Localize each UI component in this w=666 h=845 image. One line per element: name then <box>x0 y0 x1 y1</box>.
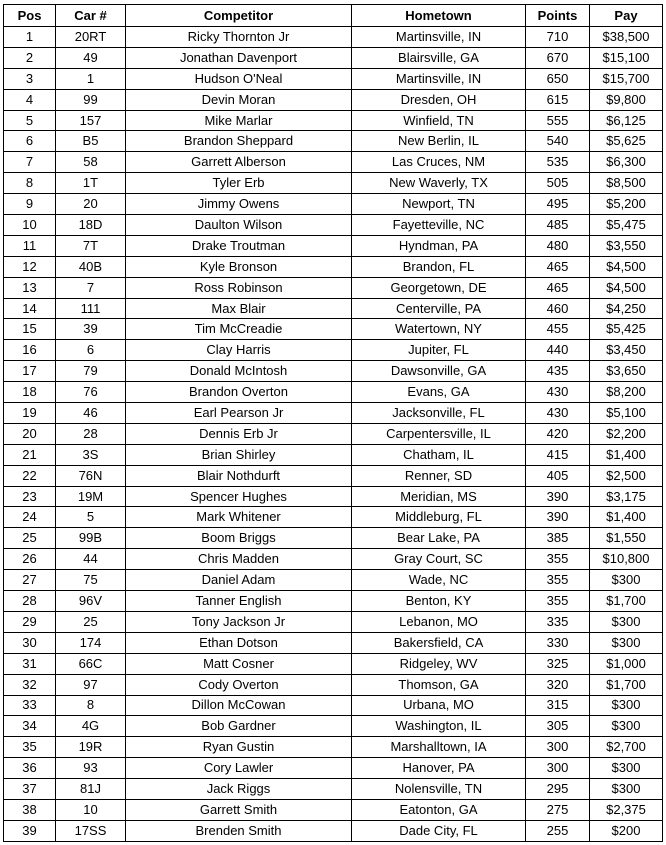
cell-competitor: Max Blair <box>126 298 352 319</box>
cell-pos: 12 <box>4 256 56 277</box>
cell-car-number: 97 <box>56 674 126 695</box>
cell-competitor: Ryan Gustin <box>126 737 352 758</box>
cell-points: 495 <box>526 194 590 215</box>
cell-pos: 22 <box>4 465 56 486</box>
table-row <box>4 653 663 674</box>
cell-points: 330 <box>526 632 590 653</box>
cell-hometown: Middleburg, FL <box>352 507 526 528</box>
cell-hometown: Blairsville, GA <box>352 47 526 68</box>
cell-points: 650 <box>526 68 590 89</box>
cell-car-number: 10 <box>56 799 126 820</box>
cell-pay: $2,375 <box>590 799 663 820</box>
header-points: Points <box>526 5 590 27</box>
cell-hometown: Evans, GA <box>352 382 526 403</box>
cell-pos: 5 <box>4 110 56 131</box>
cell-pay: $300 <box>590 716 663 737</box>
table-row <box>4 68 663 89</box>
cell-points: 505 <box>526 173 590 194</box>
cell-points: 355 <box>526 549 590 570</box>
cell-competitor: Cory Lawler <box>126 758 352 779</box>
cell-points: 390 <box>526 486 590 507</box>
cell-pay: $3,650 <box>590 361 663 382</box>
cell-pos: 38 <box>4 799 56 820</box>
cell-car-number: 20 <box>56 194 126 215</box>
cell-pos: 36 <box>4 758 56 779</box>
cell-hometown: Wade, NC <box>352 570 526 591</box>
cell-points: 295 <box>526 779 590 800</box>
cell-competitor: Ross Robinson <box>126 277 352 298</box>
cell-pay: $8,200 <box>590 382 663 403</box>
results-table <box>3 4 663 842</box>
cell-points: 255 <box>526 820 590 841</box>
cell-car-number: 19R <box>56 737 126 758</box>
cell-hometown: Gray Court, SC <box>352 549 526 570</box>
cell-points: 335 <box>526 611 590 632</box>
cell-competitor: Blair Nothdurft <box>126 465 352 486</box>
table-row <box>4 110 663 131</box>
cell-car-number: 8 <box>56 695 126 716</box>
cell-competitor: Spencer Hughes <box>126 486 352 507</box>
cell-pay: $300 <box>590 570 663 591</box>
cell-competitor: Matt Cosner <box>126 653 352 674</box>
cell-hometown: Eatonton, GA <box>352 799 526 820</box>
cell-car-number: 4G <box>56 716 126 737</box>
cell-car-number: 39 <box>56 319 126 340</box>
cell-pay: $5,100 <box>590 403 663 424</box>
table-row <box>4 758 663 779</box>
cell-hometown: Fayetteville, NC <box>352 215 526 236</box>
table-row <box>4 152 663 173</box>
cell-pos: 1 <box>4 27 56 48</box>
cell-competitor: Jonathan Davenport <box>126 47 352 68</box>
cell-car-number: 25 <box>56 611 126 632</box>
cell-hometown: Ridgeley, WV <box>352 653 526 674</box>
cell-car-number: 7 <box>56 277 126 298</box>
cell-points: 415 <box>526 444 590 465</box>
cell-competitor: Mark Whitener <box>126 507 352 528</box>
cell-points: 555 <box>526 110 590 131</box>
cell-competitor: Boom Briggs <box>126 528 352 549</box>
cell-competitor: Brian Shirley <box>126 444 352 465</box>
table-row <box>4 423 663 444</box>
cell-hometown: Newport, TN <box>352 194 526 215</box>
cell-pos: 10 <box>4 215 56 236</box>
cell-car-number: 6 <box>56 340 126 361</box>
cell-pos: 8 <box>4 173 56 194</box>
cell-hometown: Martinsville, IN <box>352 27 526 48</box>
cell-pos: 16 <box>4 340 56 361</box>
table-row <box>4 486 663 507</box>
cell-pay: $300 <box>590 695 663 716</box>
cell-points: 325 <box>526 653 590 674</box>
cell-car-number: 28 <box>56 423 126 444</box>
cell-pos: 17 <box>4 361 56 382</box>
table-row <box>4 361 663 382</box>
cell-competitor: Dillon McCowan <box>126 695 352 716</box>
cell-car-number: 1 <box>56 68 126 89</box>
cell-car-number: 44 <box>56 549 126 570</box>
cell-pay: $5,475 <box>590 215 663 236</box>
cell-hometown: Lebanon, MO <box>352 611 526 632</box>
cell-pay: $2,700 <box>590 737 663 758</box>
cell-car-number: 7T <box>56 235 126 256</box>
cell-points: 420 <box>526 423 590 444</box>
cell-hometown: Marshalltown, IA <box>352 737 526 758</box>
header-pos: Pos <box>4 5 56 27</box>
cell-hometown: Centerville, PA <box>352 298 526 319</box>
table-row <box>4 235 663 256</box>
cell-competitor: Brandon Overton <box>126 382 352 403</box>
cell-competitor: Brandon Sheppard <box>126 131 352 152</box>
cell-hometown: Nolensville, TN <box>352 779 526 800</box>
table-row <box>4 173 663 194</box>
cell-points: 355 <box>526 570 590 591</box>
cell-points: 455 <box>526 319 590 340</box>
table-row <box>4 319 663 340</box>
cell-points: 440 <box>526 340 590 361</box>
cell-pos: 32 <box>4 674 56 695</box>
cell-car-number: 96V <box>56 591 126 612</box>
table-row <box>4 570 663 591</box>
cell-pos: 7 <box>4 152 56 173</box>
cell-pos: 33 <box>4 695 56 716</box>
cell-pay: $300 <box>590 779 663 800</box>
cell-car-number: 76N <box>56 465 126 486</box>
cell-competitor: Chris Madden <box>126 549 352 570</box>
cell-points: 300 <box>526 758 590 779</box>
cell-competitor: Tim McCreadie <box>126 319 352 340</box>
cell-competitor: Ethan Dotson <box>126 632 352 653</box>
cell-pos: 34 <box>4 716 56 737</box>
cell-pay: $15,100 <box>590 47 663 68</box>
cell-hometown: Urbana, MO <box>352 695 526 716</box>
cell-pay: $1,700 <box>590 591 663 612</box>
cell-hometown: Chatham, IL <box>352 444 526 465</box>
cell-pay: $3,175 <box>590 486 663 507</box>
cell-hometown: Carpentersville, IL <box>352 423 526 444</box>
table-row <box>4 737 663 758</box>
cell-hometown: Winfield, TN <box>352 110 526 131</box>
table-row <box>4 549 663 570</box>
cell-points: 385 <box>526 528 590 549</box>
cell-car-number: 79 <box>56 361 126 382</box>
cell-pos: 11 <box>4 235 56 256</box>
cell-pay: $1,400 <box>590 444 663 465</box>
cell-competitor: Earl Pearson Jr <box>126 403 352 424</box>
table-row <box>4 89 663 110</box>
cell-pos: 6 <box>4 131 56 152</box>
cell-competitor: Dennis Erb Jr <box>126 423 352 444</box>
cell-points: 430 <box>526 403 590 424</box>
cell-competitor: Brenden Smith <box>126 820 352 841</box>
cell-car-number: 93 <box>56 758 126 779</box>
cell-car-number: 58 <box>56 152 126 173</box>
cell-competitor: Tanner English <box>126 591 352 612</box>
cell-competitor: Daulton Wilson <box>126 215 352 236</box>
cell-points: 320 <box>526 674 590 695</box>
table-row <box>4 382 663 403</box>
cell-car-number: 75 <box>56 570 126 591</box>
cell-pay: $15,700 <box>590 68 663 89</box>
table-row <box>4 779 663 800</box>
table-row <box>4 695 663 716</box>
table-row <box>4 674 663 695</box>
cell-pay: $5,625 <box>590 131 663 152</box>
cell-pay: $8,500 <box>590 173 663 194</box>
cell-car-number: 40B <box>56 256 126 277</box>
cell-car-number: 111 <box>56 298 126 319</box>
cell-competitor: Jack Riggs <box>126 779 352 800</box>
table-row <box>4 340 663 361</box>
cell-competitor: Drake Troutman <box>126 235 352 256</box>
cell-points: 435 <box>526 361 590 382</box>
cell-pos: 27 <box>4 570 56 591</box>
table-row <box>4 277 663 298</box>
table-row <box>4 591 663 612</box>
cell-pay: $300 <box>590 611 663 632</box>
cell-points: 615 <box>526 89 590 110</box>
cell-car-number: 5 <box>56 507 126 528</box>
cell-competitor: Cody Overton <box>126 674 352 695</box>
cell-pos: 4 <box>4 89 56 110</box>
cell-pay: $5,425 <box>590 319 663 340</box>
cell-pos: 21 <box>4 444 56 465</box>
cell-pay: $1,000 <box>590 653 663 674</box>
cell-hometown: Meridian, MS <box>352 486 526 507</box>
cell-pay: $2,500 <box>590 465 663 486</box>
header-row <box>4 5 663 27</box>
cell-points: 670 <box>526 47 590 68</box>
cell-competitor: Clay Harris <box>126 340 352 361</box>
cell-competitor: Kyle Bronson <box>126 256 352 277</box>
cell-pos: 23 <box>4 486 56 507</box>
cell-car-number: 76 <box>56 382 126 403</box>
cell-points: 460 <box>526 298 590 319</box>
cell-pos: 24 <box>4 507 56 528</box>
cell-hometown: Dade City, FL <box>352 820 526 841</box>
cell-hometown: Thomson, GA <box>352 674 526 695</box>
cell-car-number: 20RT <box>56 27 126 48</box>
cell-hometown: Dresden, OH <box>352 89 526 110</box>
cell-pay: $9,800 <box>590 89 663 110</box>
table-row <box>4 215 663 236</box>
cell-pos: 20 <box>4 423 56 444</box>
cell-hometown: Bear Lake, PA <box>352 528 526 549</box>
cell-competitor: Donald McIntosh <box>126 361 352 382</box>
header-competitor: Competitor <box>126 5 352 27</box>
table-row <box>4 131 663 152</box>
cell-points: 275 <box>526 799 590 820</box>
cell-competitor: Mike Marlar <box>126 110 352 131</box>
cell-hometown: Bakersfield, CA <box>352 632 526 653</box>
cell-competitor: Tony Jackson Jr <box>126 611 352 632</box>
cell-pay: $300 <box>590 758 663 779</box>
cell-car-number: 66C <box>56 653 126 674</box>
cell-car-number: B5 <box>56 131 126 152</box>
cell-pay: $4,500 <box>590 256 663 277</box>
table-row <box>4 27 663 48</box>
cell-pay: $4,500 <box>590 277 663 298</box>
cell-points: 430 <box>526 382 590 403</box>
cell-hometown: Georgetown, DE <box>352 277 526 298</box>
table-row <box>4 611 663 632</box>
cell-hometown: Hanover, PA <box>352 758 526 779</box>
cell-competitor: Hudson O'Neal <box>126 68 352 89</box>
cell-pay: $6,300 <box>590 152 663 173</box>
cell-hometown: Brandon, FL <box>352 256 526 277</box>
cell-pay: $10,800 <box>590 549 663 570</box>
table-row <box>4 528 663 549</box>
cell-pay: $1,700 <box>590 674 663 695</box>
cell-pos: 9 <box>4 194 56 215</box>
cell-hometown: Jacksonville, FL <box>352 403 526 424</box>
cell-pos: 3 <box>4 68 56 89</box>
cell-competitor: Garrett Alberson <box>126 152 352 173</box>
cell-car-number: 49 <box>56 47 126 68</box>
cell-hometown: Martinsville, IN <box>352 68 526 89</box>
cell-competitor: Tyler Erb <box>126 173 352 194</box>
table-row <box>4 799 663 820</box>
cell-car-number: 1T <box>56 173 126 194</box>
header-pay: Pay <box>590 5 663 27</box>
cell-points: 540 <box>526 131 590 152</box>
cell-hometown: Washington, IL <box>352 716 526 737</box>
cell-pay: $6,125 <box>590 110 663 131</box>
cell-car-number: 19M <box>56 486 126 507</box>
cell-competitor: Devin Moran <box>126 89 352 110</box>
table-row <box>4 632 663 653</box>
cell-car-number: 3S <box>56 444 126 465</box>
cell-hometown: Watertown, NY <box>352 319 526 340</box>
cell-competitor: Daniel Adam <box>126 570 352 591</box>
table-row <box>4 465 663 486</box>
header-hometown: Hometown <box>352 5 526 27</box>
cell-pos: 37 <box>4 779 56 800</box>
cell-pos: 31 <box>4 653 56 674</box>
cell-competitor: Garrett Smith <box>126 799 352 820</box>
cell-car-number: 17SS <box>56 820 126 841</box>
cell-hometown: New Berlin, IL <box>352 131 526 152</box>
table-row <box>4 507 663 528</box>
cell-points: 405 <box>526 465 590 486</box>
cell-car-number: 99 <box>56 89 126 110</box>
cell-points: 535 <box>526 152 590 173</box>
cell-pos: 28 <box>4 591 56 612</box>
table-row <box>4 256 663 277</box>
cell-car-number: 18D <box>56 215 126 236</box>
cell-hometown: Jupiter, FL <box>352 340 526 361</box>
cell-points: 315 <box>526 695 590 716</box>
cell-pay: $300 <box>590 632 663 653</box>
cell-pay: $3,450 <box>590 340 663 361</box>
cell-competitor: Bob Gardner <box>126 716 352 737</box>
table-row <box>4 820 663 841</box>
cell-pos: 35 <box>4 737 56 758</box>
table-row <box>4 194 663 215</box>
table-row <box>4 716 663 737</box>
cell-pos: 29 <box>4 611 56 632</box>
cell-car-number: 46 <box>56 403 126 424</box>
cell-pos: 19 <box>4 403 56 424</box>
cell-hometown: Dawsonville, GA <box>352 361 526 382</box>
cell-pay: $1,550 <box>590 528 663 549</box>
cell-competitor: Ricky Thornton Jr <box>126 27 352 48</box>
cell-pos: 13 <box>4 277 56 298</box>
cell-pay: $3,550 <box>590 235 663 256</box>
cell-points: 355 <box>526 591 590 612</box>
cell-pay: $1,400 <box>590 507 663 528</box>
cell-pos: 25 <box>4 528 56 549</box>
cell-car-number: 99B <box>56 528 126 549</box>
cell-hometown: Hyndman, PA <box>352 235 526 256</box>
cell-pay: $5,200 <box>590 194 663 215</box>
cell-hometown: Renner, SD <box>352 465 526 486</box>
cell-points: 300 <box>526 737 590 758</box>
cell-points: 485 <box>526 215 590 236</box>
table-row <box>4 47 663 68</box>
results-body <box>4 27 663 842</box>
cell-pos: 18 <box>4 382 56 403</box>
cell-points: 480 <box>526 235 590 256</box>
cell-pos: 15 <box>4 319 56 340</box>
table-row <box>4 403 663 424</box>
cell-car-number: 81J <box>56 779 126 800</box>
cell-points: 305 <box>526 716 590 737</box>
cell-pay: $2,200 <box>590 423 663 444</box>
cell-hometown: Las Cruces, NM <box>352 152 526 173</box>
cell-pos: 30 <box>4 632 56 653</box>
cell-hometown: Benton, KY <box>352 591 526 612</box>
cell-pos: 26 <box>4 549 56 570</box>
cell-pay: $38,500 <box>590 27 663 48</box>
cell-points: 390 <box>526 507 590 528</box>
cell-points: 465 <box>526 256 590 277</box>
cell-competitor: Jimmy Owens <box>126 194 352 215</box>
cell-car-number: 174 <box>56 632 126 653</box>
cell-pos: 2 <box>4 47 56 68</box>
table-row <box>4 444 663 465</box>
cell-hometown: New Waverly, TX <box>352 173 526 194</box>
cell-points: 465 <box>526 277 590 298</box>
cell-pay: $200 <box>590 820 663 841</box>
header-car-number: Car # <box>56 5 126 27</box>
cell-pay: $4,250 <box>590 298 663 319</box>
cell-points: 710 <box>526 27 590 48</box>
cell-pos: 39 <box>4 820 56 841</box>
table-row <box>4 298 663 319</box>
cell-car-number: 157 <box>56 110 126 131</box>
cell-pos: 14 <box>4 298 56 319</box>
